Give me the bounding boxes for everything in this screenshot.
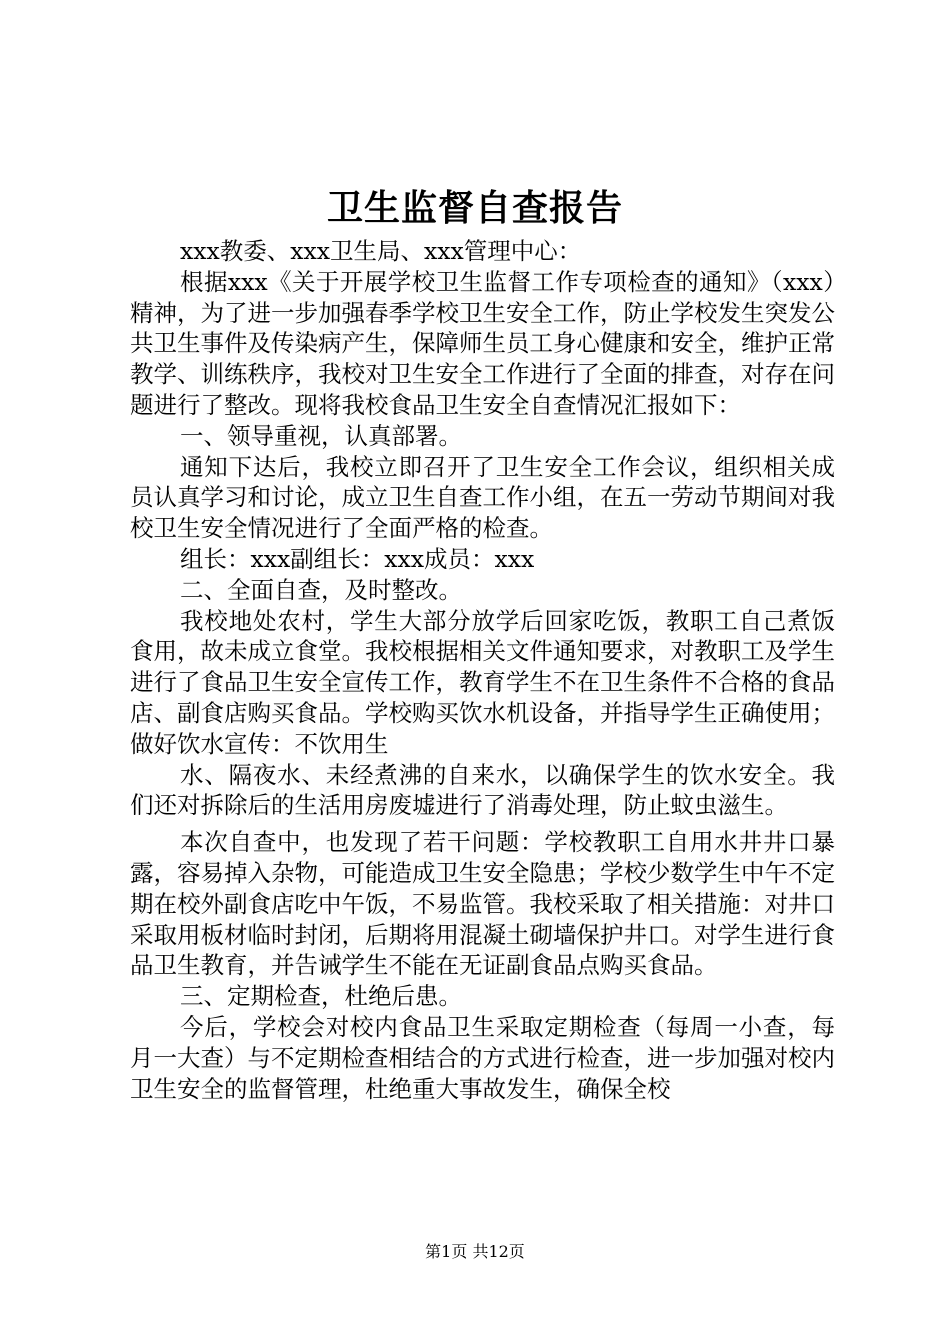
paragraph-salutation: xxx教委、xxx卫生局、xxx管理中心： [180,237,582,265]
paragraph-intro: 根据xxx《关于开展学校卫生监督工作专项检查的通知》（xxx）精神，为了进一步加强春季学校卫生安全工作，防止学校发生突发公共卫生事件及传染病产生，保障师生员工身心健康和安全，维护正常教学、训练秩序，我校对卫生安全工作进行了全面的排查，对存在问题进行了整改。现将我校食品卫生安全自查情况汇报如下： [130,267,835,419]
paragraph-section-2-continued: 水、隔夜水、未经煮沸的自来水，以确保学生的饮水安全。我们还对拆除后的生活用房废墟进行了消毒处理，防止蚊虫滋生。 [130,760,835,820]
paragraph-team-members: 组长：xxx副组长：xxx成员：xxx [180,544,535,573]
section-heading-1: 一、领导重视，认真部署。 [180,421,462,450]
page-indicator: 第1页 共12页 [425,1242,525,1261]
paragraph-issues: 本次自查中，也发现了若干问题：学校教职工自用水井井口暴露，容易掉入杂物，可能造成卫生安全隐患；学校少数学生中午不定期在校外副食店吃中午饭，不易监管。我校采取了相关措施：对井口采取用板材临时封闭，后期将用混凝土砌墙保护井口。对学生进行食品卫生教育，并告诫学生不能在无证副食品点购买食品。 [130,828,835,980]
paragraph-section-2: 我校地处农村，学生大部分放学后回家吃饭，教职工自己煮饭食用，故未成立食堂。我校根据相关文件通知要求，对教职工及学生进行了食品卫生安全宣传工作，教育学生不在卫生条件不合格的食品店、副食店购买食品。学校购买饮水机设备，并指导学生正确使用；做好饮水宣传：不饮用生 [130,606,835,758]
document-title: 卫生监督自查报告 [326,187,623,229]
paragraph-section-3: 今后，学校会对校内食品卫生采取定期检查（每周一小查，每月一大查）与不定期检查相结合的方式进行检查，进一步加强对校内卫生安全的监督管理，杜绝重大事故发生，确保全校 [130,1012,835,1103]
section-heading-2: 二、全面自查，及时整改。 [180,575,462,604]
section-heading-3: 三、定期检查，杜绝后患。 [180,982,462,1011]
paragraph-section-1: 通知下达后，我校立即召开了卫生安全工作会议，组织相关成员认真学习和讨论，成立卫生自查工作小组，在五一劳动节期间对我校卫生安全情况进行了全面严格的检查。 [130,452,835,543]
document-body [130,236,835,1104]
